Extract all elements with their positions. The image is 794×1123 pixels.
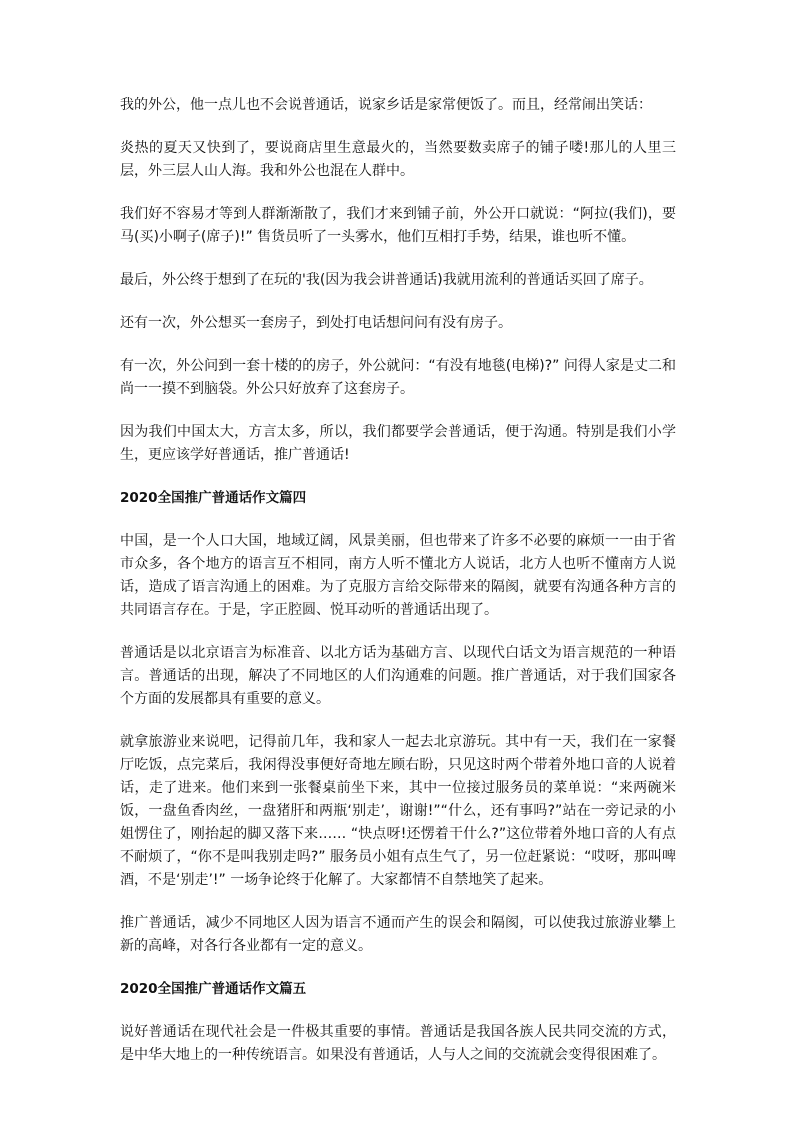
paragraph: 推广普通话，减少不同地区人因为语言不通而产生的误会和隔阂，可以使我过旅游业攀上新的高峰，对各行各业都有一定的意义。 (120, 915, 676, 954)
document-body (120, 94, 676, 1087)
paragraph: 还有一次，外公想买一套房子，到处打电话想问问有没有房子。 (120, 315, 512, 331)
paragraph: 有一次，外公问到一套十楼的的房子，外公就问：“有没有地毯(电梯)?” 问得人家是丈二和尚一一摸不到脑袋。外公只好放弃了这套房子。 (120, 358, 676, 397)
paragraph: 最后，外公终于想到了在玩的'我(因为我会讲普通话)我就用流利的普通话买回了席子。 (120, 272, 653, 288)
paragraph: 说好普通话在现代社会是一件极其重要的事情。普通话是我国各族人民共同交流的方式，是中华大地上的一种传统语言。如果没有普通话，人与人之间的交流就会变得很困难了。 (120, 1024, 676, 1063)
paragraph: 就拿旅游业来说吧，记得前几年，我和家人一起去北京游玩。其中有一天，我们在一家餐厅吃饭，点完菜后，我闲得没事便好奇地左顾右盼，只见这时两个带着外地口音的人说着话，走了进来。他们来到一张餐桌前坐下来，其中一位接过服务员的菜单说：“来两碗米饭，一盘鱼香肉丝，一盘猪肝和两瓶‘别走’，谢谢!”“什么，还有事吗?”站在一旁记录的小姐愣住了，刚抬起的脚又落下来…… “快点呀!还愣着干什么?”这位带着外地口音的人有点不耐烦了，“你不是叫我别走吗?” 服务员小姐有点生气了，另一位赶紧说：“哎呀，那叫啤酒，不是‘别走’!” 一场争论终于化解了。大家都情不自禁地笑了起来。 (120, 734, 676, 888)
paragraph: 我们好不容易才等到人群渐渐散了，我们才来到铺子前，外公开口就说：“阿拉(我们)，要马(买)小啊子(席子)!” 售货员听了一头雾水，他们互相打手势，结果，谁也听不懂。 (120, 206, 676, 245)
paragraph: 因为我们中国太大，方言太多，所以，我们都要学会普通话，便于沟通。特别是我们小学生，更应该学好普通话，推广普通话! (120, 424, 676, 463)
paragraph: 中国，是一个人口大国，地域辽阔，风景美丽，但也带来了许多不必要的麻烦一一由于省市众多，各个地方的语言互不相同，南方人听不懂北方人说话，北方人也听不懂南方人说话，造成了语言沟通上的困难。为了克服方言给交际带来的隔阂，就要有沟通各种方言的共同语言存在。于是，字正腔圆、悦耳动听的普通话出现了。 (120, 533, 676, 618)
paragraph: 普通话是以北京语言为标准音、以北方话为基础方言、以现代白话文为语言规范的一种语言。普通话的出现，解决了不同地区的人们沟通难的问题。推广普通话，对于我们国家各个方面的发展都具有重要的意义。 (120, 645, 676, 707)
section-heading: 2020全国推广普通话作文篇四 (120, 490, 307, 506)
paragraph: 我的外公，他一点儿也不会说普通话，说家乡话是家常便饭了。而且，经常闹出笑话： (120, 97, 652, 113)
section-heading: 2020全国推广普通话作文篇五 (120, 981, 307, 997)
paragraph: 炎热的夏天又快到了，要说商店里生意最火的，当然要数卖席子的铺子喽!那儿的人里三层，外三层人山人海。我和外公也混在人群中。 (120, 140, 676, 179)
